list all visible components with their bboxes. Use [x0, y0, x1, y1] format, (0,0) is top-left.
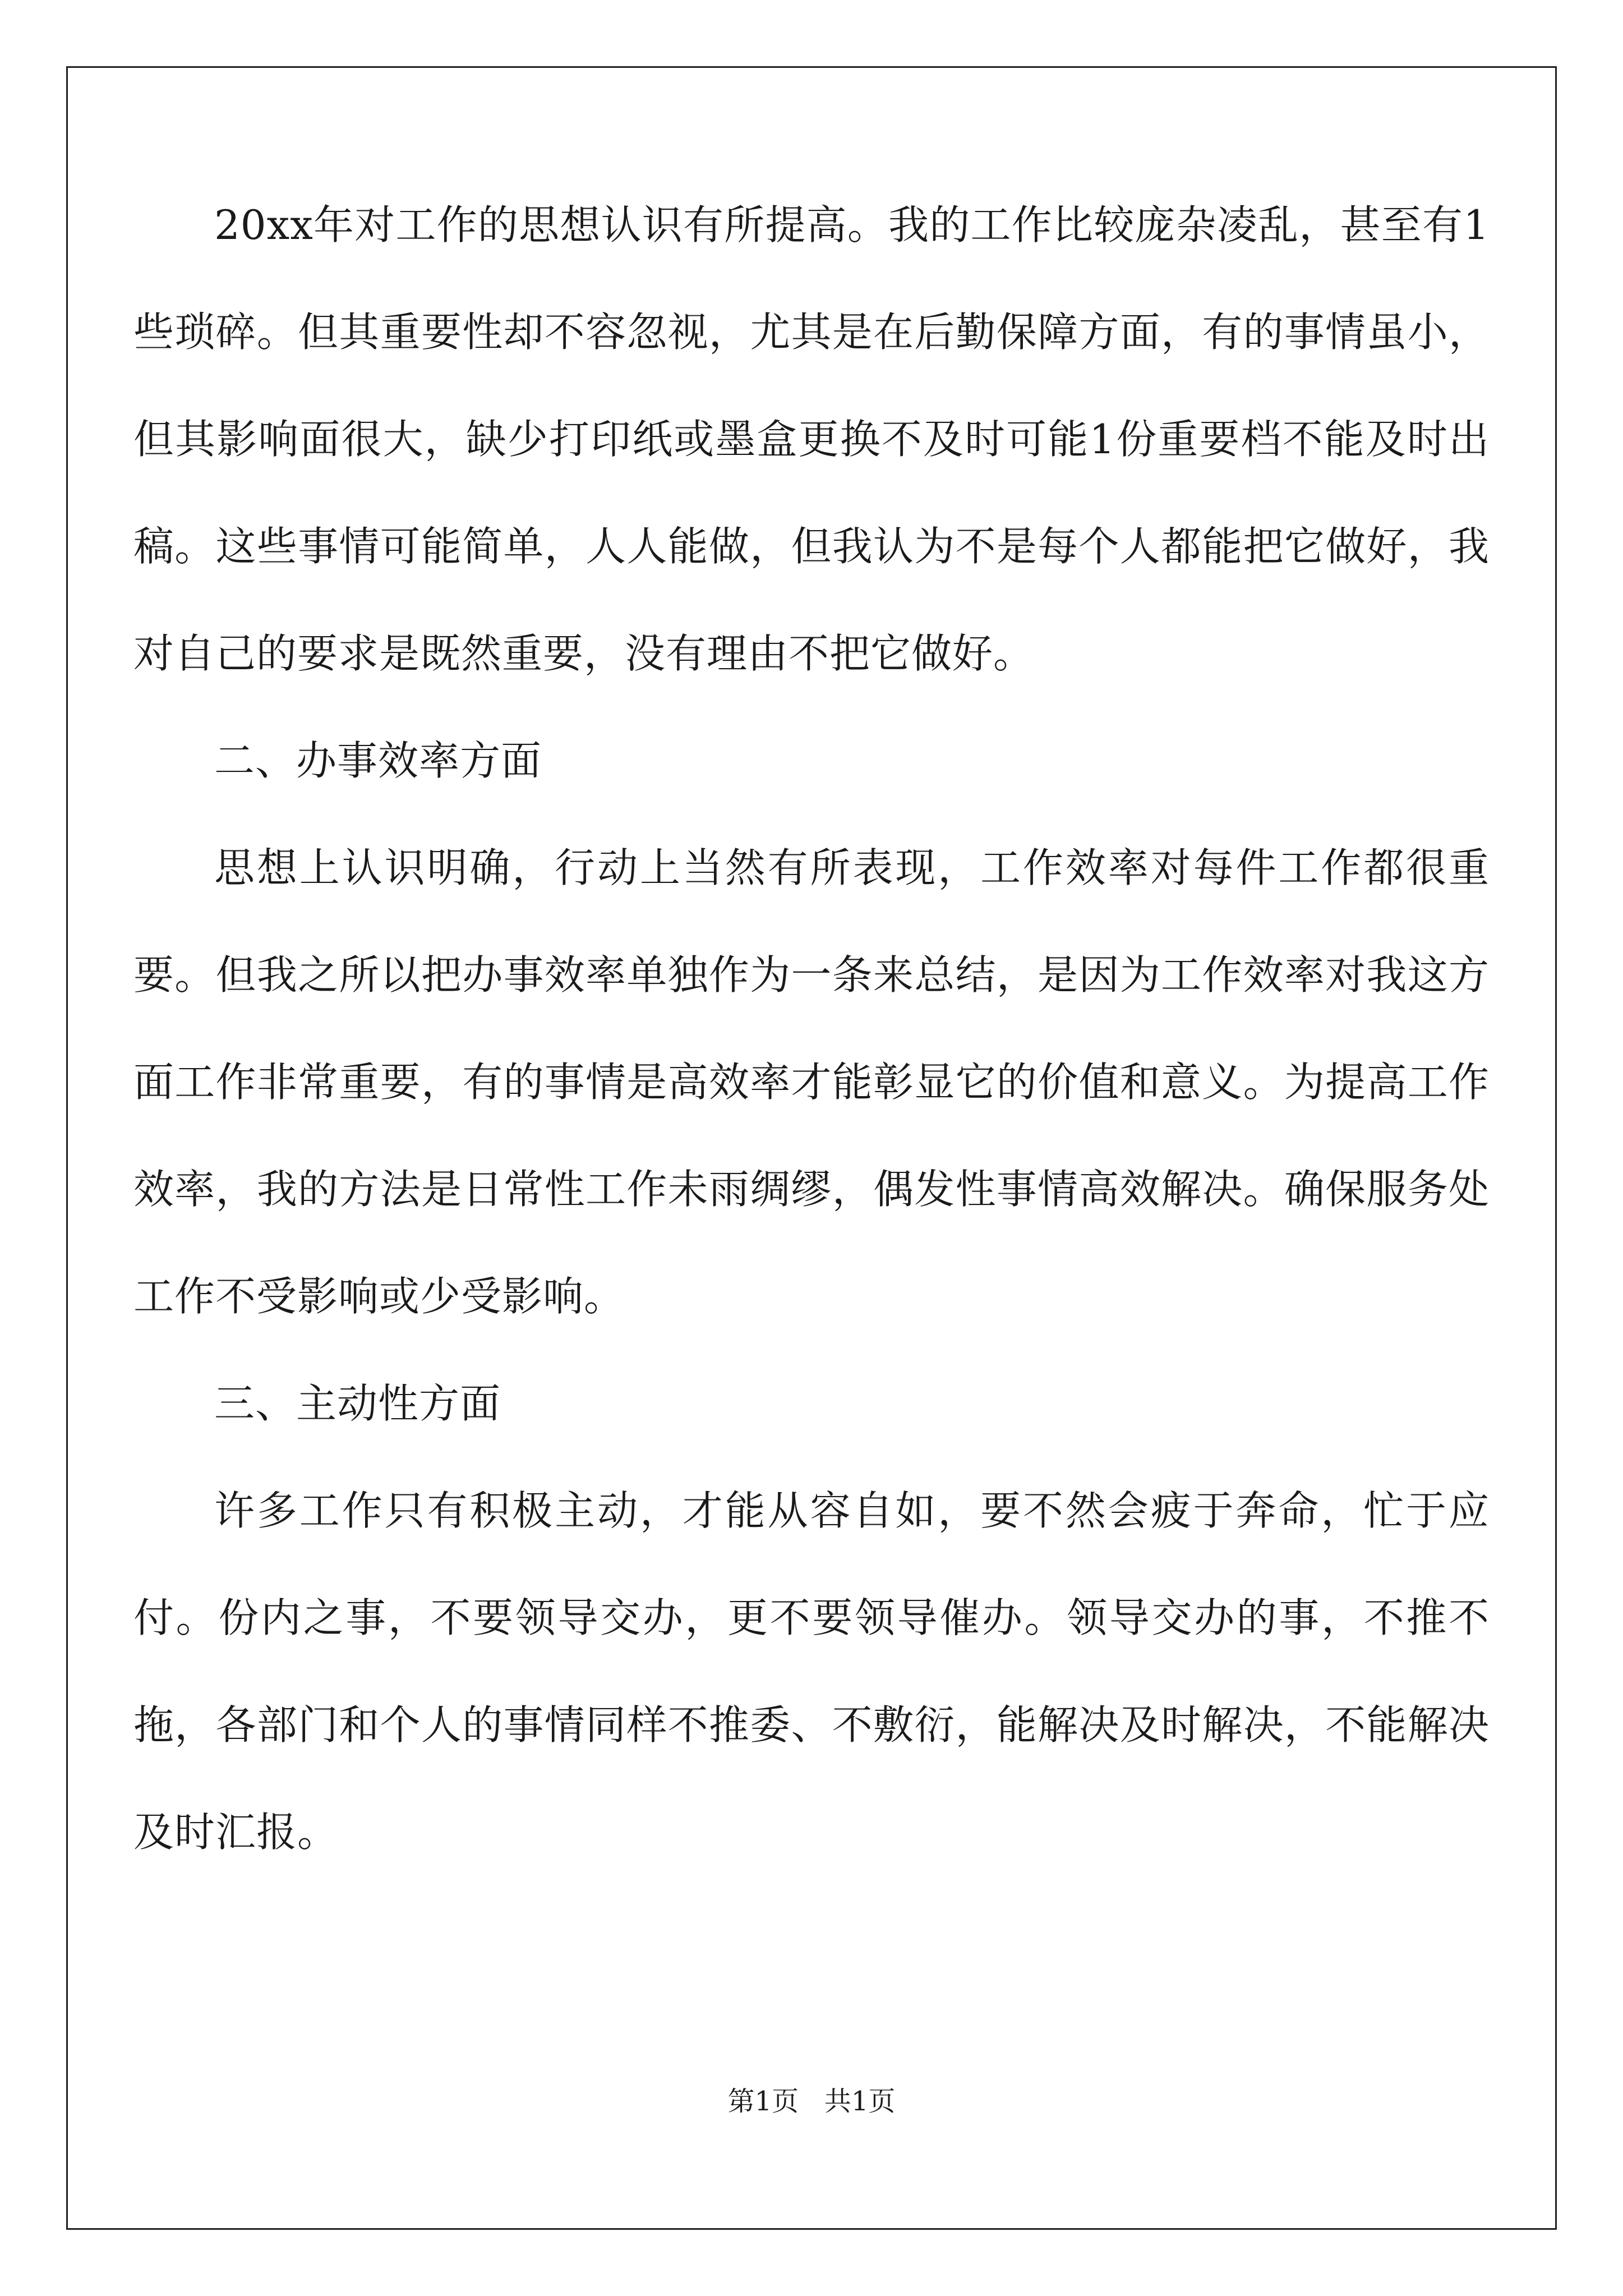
- document-body: [133, 172, 1490, 1886]
- paragraph-work-attitude: 20xx年对工作的思想认识有所提高。我的工作比较庞杂凌乱，甚至有1些琐碎。但其重要性却不容忽视，尤其是在后勤保障方面，有的事情虽小，但其影响面很大，缺少打印纸或墨盒更换不及时可能1份重要档不能及时出稿。这些事情可能简单，人人能做，但我认为不是每个人都能把它做好，我对自己的要求是既然重要，没有理由不把它做好。: [133, 201, 1490, 677]
- section-heading-initiative: 三、主动性方面: [214, 1380, 501, 1427]
- paragraph-initiative: 许多工作只有积极主动，才能从容自如，要不然会疲于奔命，忙于应付。份内之事，不要领导交办，更不要领导催办。领导交办的事，不推不拖，各部门和个人的事情同样不推委、不敷衍，能解决及时解决，不能解决及时汇报。: [133, 1487, 1490, 1856]
- page-footer: 第1页 共1页: [727, 2086, 896, 2117]
- section-heading-efficiency: 二、办事效率方面: [214, 737, 542, 784]
- paragraph-efficiency: 思想上认识明确，行动上当然有所表现，工作效率对每件工作都很重要。但我之所以把办事效率单独作为一条来总结，是因为工作效率对我这方面工作非常重要，有的事情是高效率才能彰显它的价值和意义。为提高工作效率，我的方法是日常性工作未雨绸缪，偶发性事情高效解决。确保服务处工作不受影响或少受影响。: [133, 844, 1490, 1320]
